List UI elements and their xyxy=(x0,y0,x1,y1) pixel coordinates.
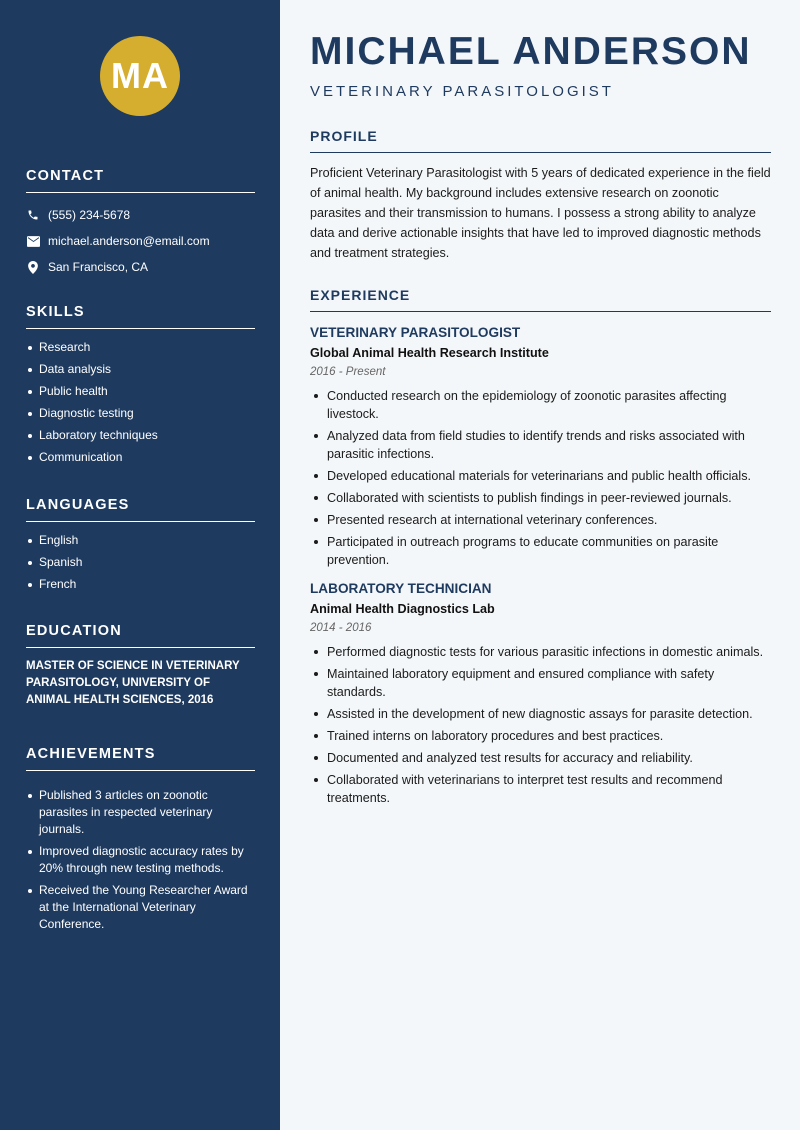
contact-section xyxy=(26,168,255,280)
avatar: MA xyxy=(100,36,180,116)
contact-phone xyxy=(26,202,255,228)
list-item: Collaborated with veterinarians to interpret test results and recommend treatments. xyxy=(310,771,771,807)
list-item: Spanish xyxy=(26,554,255,571)
email-icon xyxy=(26,234,40,248)
job-bullets xyxy=(310,387,771,569)
list-item: Diagnostic testing xyxy=(26,405,255,422)
list-item: Data analysis xyxy=(26,361,255,378)
contact-location xyxy=(26,254,255,280)
list-item: Performed diagnostic tests for various parasitic infections in domestic animals. xyxy=(310,643,771,661)
list-item: Received the Young Researcher Award at the International Veterinary Conference. xyxy=(26,882,255,933)
job-company: Animal Health Diagnostics Lab xyxy=(310,602,495,616)
languages-heading: LANGUAGES xyxy=(26,497,255,522)
skills-heading: SKILLS xyxy=(26,304,255,329)
location-pin-icon xyxy=(26,260,40,274)
candidate-name: MICHAEL ANDERSON xyxy=(310,30,752,73)
main-content xyxy=(280,0,800,1130)
job-title: VETERINARY PARASITOLOGIST xyxy=(310,325,521,340)
list-item: Improved diagnostic accuracy rates by 20% through new testing methods. xyxy=(26,843,255,877)
list-item: Public health xyxy=(26,383,255,400)
list-item: Developed educational materials for veterinarians and public health officials. xyxy=(310,467,771,485)
location-text: San Francisco, CA xyxy=(48,260,149,274)
education-degree: MASTER OF SCIENCE IN VETERINARY PARASITOLOGY, UNIVERSITY OF ANIMAL HEALTH SCIENCES, 2016 xyxy=(26,660,240,706)
phone-text: (555) 234-5678 xyxy=(48,208,131,222)
list-item: Analyzed data from field studies to identify trends and risks associated with parasitic infections. xyxy=(310,427,771,463)
achievements-heading: ACHIEVEMENTS xyxy=(26,746,255,771)
languages-list xyxy=(26,532,255,593)
job-dates: 2016 - Present xyxy=(310,366,386,378)
list-item: Conducted research on the epidemiology of zoonotic parasites affecting livestock. xyxy=(310,387,771,423)
list-item: Research xyxy=(26,339,255,356)
list-item: Presented research at international veterinary conferences. xyxy=(310,511,771,529)
job-dates: 2014 - 2016 xyxy=(310,622,372,634)
experience-section xyxy=(310,287,771,811)
job-company: Global Animal Health Research Institute xyxy=(310,346,549,360)
job-title: LABORATORY TECHNICIAN xyxy=(310,581,492,596)
list-item: Maintained laboratory equipment and ensured compliance with safety standards. xyxy=(310,665,771,701)
list-item: Documented and analyzed test results for accuracy and reliability. xyxy=(310,749,771,767)
experience-heading: EXPERIENCE xyxy=(310,287,771,312)
sidebar xyxy=(0,0,280,1130)
list-item: Assisted in the development of new diagnostic assays for parasite detection. xyxy=(310,705,771,723)
list-item: English xyxy=(26,532,255,549)
list-item: Communication xyxy=(26,449,255,466)
email-text: michael.anderson@email.com xyxy=(48,234,210,248)
contact-heading: CONTACT xyxy=(26,168,255,193)
job-entry xyxy=(310,325,771,569)
education-section xyxy=(26,623,255,709)
achievements-section xyxy=(26,746,255,938)
candidate-title: VETERINARY PARASITOLOGIST xyxy=(310,83,614,100)
education-heading: EDUCATION xyxy=(26,623,255,648)
list-item: Participated in outreach programs to educate communities on parasite prevention. xyxy=(310,533,771,569)
profile-text: Proficient Veterinary Parasitologist with 5 years of dedicated experience in the field of animal health. My background includes extensive research on zoonotic parasites and their transmission to humans. I possess a strong ability to analyze data and derive actionable insights that have led to improved diagnostic methods and treatment strategies. xyxy=(310,166,771,260)
list-item: Published 3 articles on zoonotic parasites in respected veterinary journals. xyxy=(26,787,255,838)
profile-heading: PROFILE xyxy=(310,128,771,153)
list-item: Collaborated with scientists to publish findings in peer-reviewed journals. xyxy=(310,489,771,507)
list-item: Trained interns on laboratory procedures and best practices. xyxy=(310,727,771,745)
skills-section xyxy=(26,304,255,471)
achievements-list xyxy=(26,787,255,933)
job-entry xyxy=(310,581,771,807)
job-bullets xyxy=(310,643,771,807)
contact-email xyxy=(26,228,255,254)
list-item: French xyxy=(26,576,255,593)
skills-list xyxy=(26,339,255,466)
phone-icon xyxy=(26,208,40,222)
list-item: Laboratory techniques xyxy=(26,427,255,444)
languages-section xyxy=(26,497,255,598)
profile-section xyxy=(310,128,771,263)
